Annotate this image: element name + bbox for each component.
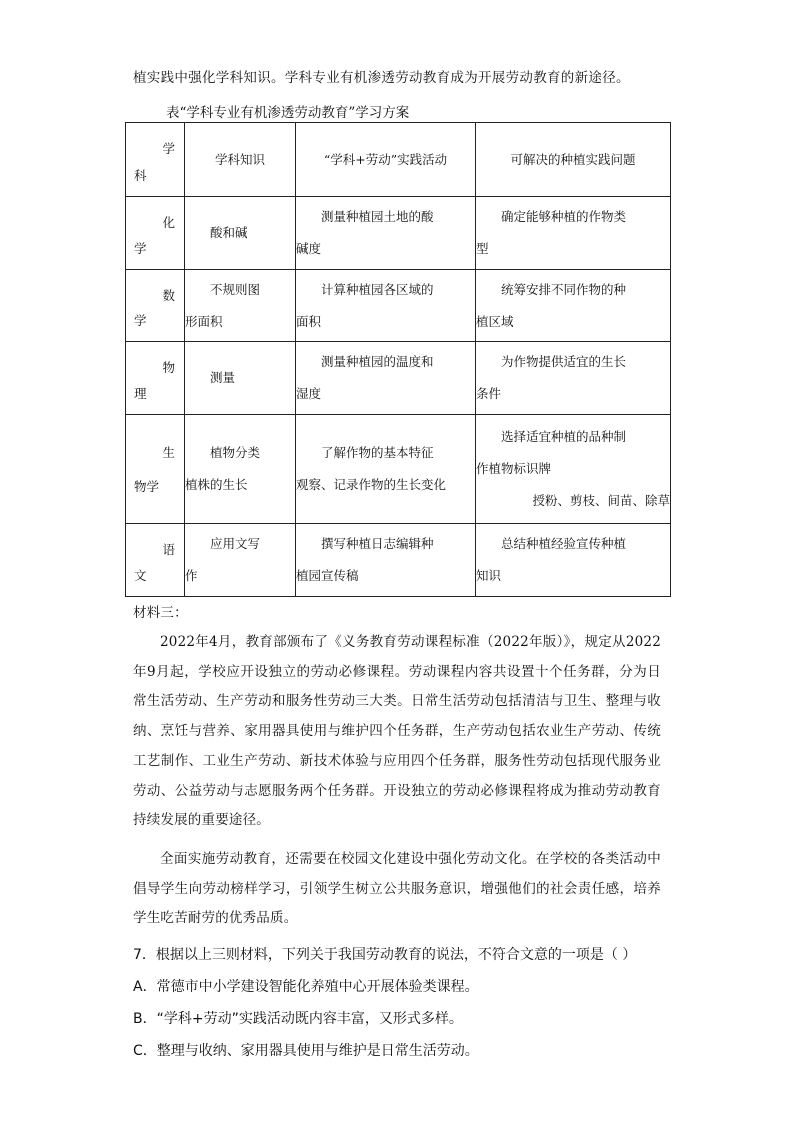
table-header-row (126, 123, 671, 197)
activity-cell: 测量种植园土地的酸 碱度 (296, 197, 476, 270)
problem-cell: 总结种植经验宣传种植 知识 (476, 524, 671, 597)
activity-cell: 计算种植园各区域的 面积 (296, 270, 476, 342)
problem-cell: 为作物提供适宜的生长 条件 (476, 342, 671, 415)
activity-cell: 撰写种植日志编辑种 植园宣传稿 (296, 524, 476, 597)
table-caption: 表“学科专业有机渗透劳动教育”学习方案 (166, 105, 410, 121)
problem-cell: 确定能够种植的作物类 型 (476, 197, 671, 270)
knowledge-cell: 酸和碱 (185, 197, 296, 270)
header-problem: 可解决的种植实践问题 (476, 123, 671, 197)
table-row (126, 524, 671, 597)
table-row (126, 197, 671, 270)
header-activity: “学科+劳动”实践活动 (296, 123, 476, 197)
activity-cell: 了解作物的基本特征 观察、记录作物的生长变化 (296, 415, 476, 524)
knowledge-cell: 不规则图 形面积 (185, 270, 296, 342)
knowledge-cell: 植物分类 植株的生长 (185, 415, 296, 524)
subject-cell: 化 学 (126, 197, 185, 270)
header-knowledge: 学科知识 (185, 123, 296, 197)
option-b[interactable]: B．“学科+劳动”实践活动既内容丰富，又形式多样。 (133, 1011, 463, 1027)
option-c[interactable]: C．整理与收纳、家用器具使用与维护是日常生活劳动。 (133, 1043, 479, 1059)
subject-cell: 数 学 (126, 270, 185, 342)
question-stem: 7．根据以上三则材料，下列关于我国劳动教育的说法，不符合文意的一项是（ ） (133, 947, 637, 963)
material-paragraph-1: 2022年4月，教育部颁布了《义务教育劳动课程标准（2022年版）》，规定从2022年9月起，学校应开设独立的劳动必修课程。劳动课程内容共设置十个任务群，分为日常生活劳动、生产劳动和服务性劳动三大类。日常生活劳动包括清洁与卫生、整理与收纳、烹饪与营养、家用器具使用与维护四个任务群，生产劳动包括农业生产劳动、传统工艺制作、工业生产劳动、新技术体验与应用四个任务群，服务性劳动包括现代服务业劳动、公益劳动与志愿服务两个任务群。开设独立的劳动必修课程将成为推动劳动教育持续发展的重要途径。 (133, 634, 661, 829)
option-a[interactable]: A．常德市中小学建设智能化养殖中心开展体验类课程。 (133, 979, 479, 995)
knowledge-cell: 应用文写 作 (185, 524, 296, 597)
activity-cell: 测量种植园的温度和 湿度 (296, 342, 476, 415)
materials-label: 材料三： (133, 605, 188, 621)
problem-cell: 选择适宜种植的品种制 作植物标识牌 授粉、剪枝、间苗、除草 (476, 415, 671, 524)
knowledge-cell: 测量 (185, 342, 296, 415)
subject-cell: 生 物学 (126, 415, 185, 524)
material-paragraph-2: 全面实施劳动教育，还需要在校园文化建设中强化劳动文化。在学校的各类活动中倡导学生向劳动榜样学习，引领学生树立公共服务意识，增强他们的社会责任感，培养学生吃苦耐劳的优秀品质。 (133, 851, 661, 927)
subject-cell: 语 文 (126, 524, 185, 597)
table-row (126, 415, 671, 524)
table-row (126, 270, 671, 342)
header-subject: 学 科 (126, 123, 185, 197)
subject-cell: 物 理 (126, 342, 185, 415)
problem-cell: 统筹安排不同作物的种 植区域 (476, 270, 671, 342)
learning-plan-table (125, 122, 671, 597)
intro-line: 植实践中强化学科知识。学科专业有机渗透劳动教育成为开展劳动教育的新途径。 (133, 70, 630, 86)
table-row (126, 342, 671, 415)
